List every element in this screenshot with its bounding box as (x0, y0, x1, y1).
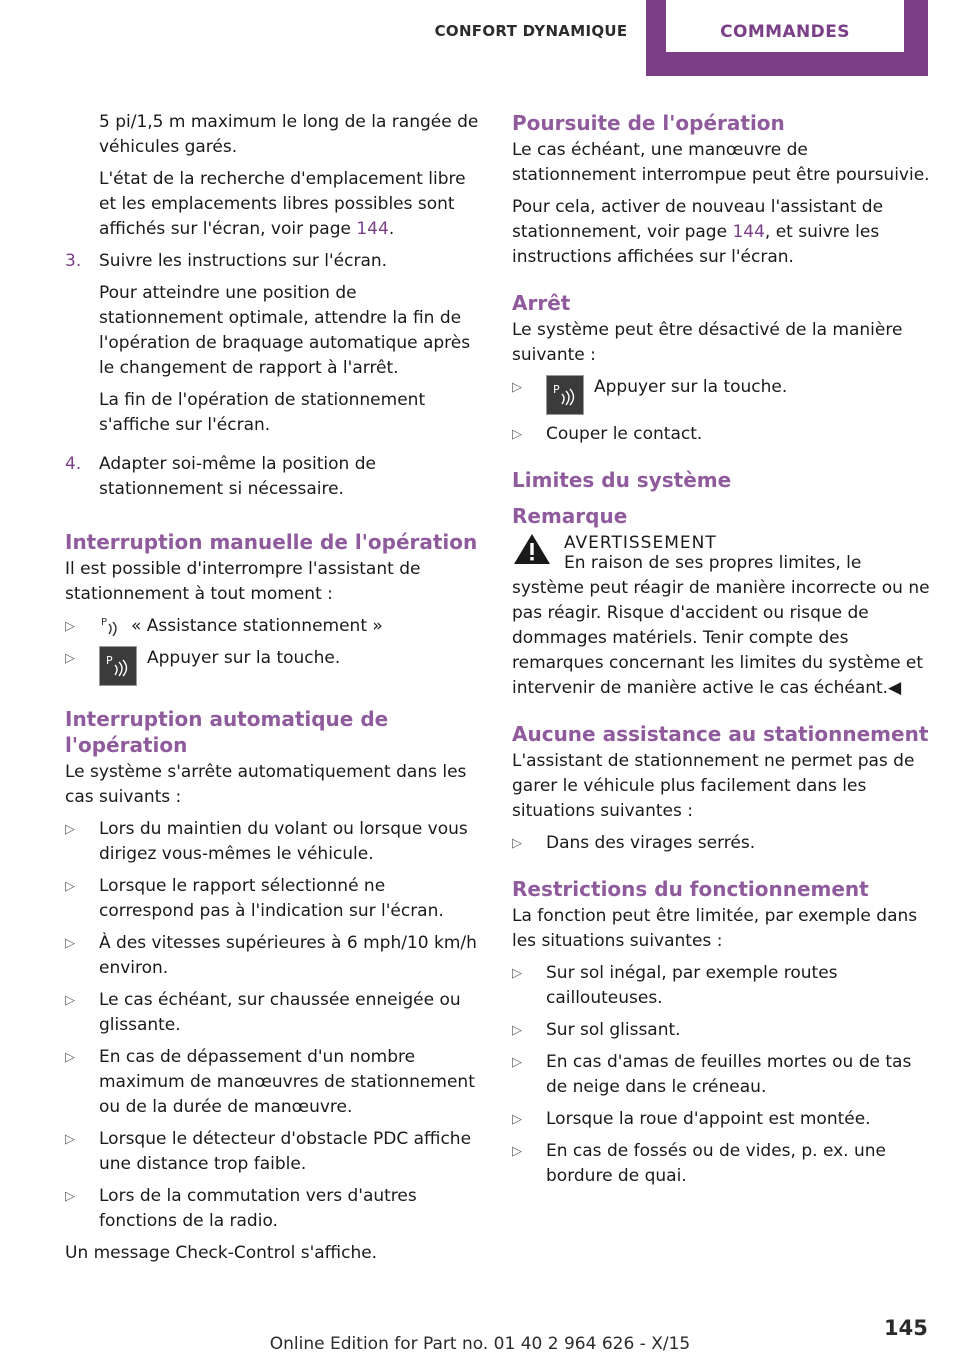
paragraph: L'assistant de stationnement ne permet pas de garer le véhicule plus facilement dans les situations suivantes : (512, 751, 915, 821)
list-item: ▷ Lors de la commutation vers d'autres fonctions de la radio. (65, 1184, 483, 1234)
heading-system-limits: Limites du système (512, 468, 732, 492)
bullet-icon: ▷ (65, 993, 75, 1008)
list-item: ▷ En cas de dépassement d'un nombre maximum de manœuvres de stationnement ou de la durée de manœuvre. (65, 1045, 483, 1120)
bullet-icon: ▷ (65, 1189, 75, 1204)
bullet-list (512, 961, 930, 1189)
bullet-icon: ▷ (512, 380, 522, 395)
left-column (65, 110, 483, 1273)
heading-no-assistance: Aucune assistance au stationnement (512, 722, 929, 746)
header-section-title: CONFORT DYNAMIQUE (434, 22, 628, 40)
list-item: ▷ Lorsque le détecteur d'obstacle PDC affiche une distance trop faible. (65, 1127, 483, 1177)
heading-remark: Remarque (512, 504, 628, 528)
svg-text:P: P (553, 383, 560, 396)
paragraph: Le système s'arrête automatiquement dans les cas suivants : (65, 762, 467, 807)
step-text: Suivre les instructions sur l'écran. (99, 251, 388, 271)
warning-text: En raison de ses propres limites, le système peut réagir de manière incorrecte ou ne pas réagir. Risque d'accident ou risque de dommages matériels. Tenir compte des remarques concernant les limites du système et intervenir de manière active le cas échéant.◀ (512, 553, 930, 698)
bullet-icon: ▷ (65, 822, 75, 837)
list-item: ▷ Le cas échéant, sur chaussée enneigée ou glissante. (65, 988, 483, 1038)
step-3 (65, 249, 483, 445)
page-link[interactable]: 144 (356, 219, 389, 239)
bullet-icon: ▷ (65, 651, 75, 666)
step-4 (65, 452, 483, 509)
step-number: 4. (65, 454, 82, 474)
footer-edition: Online Edition for Part no. 01 40 2 964 626 - X/15 (269, 1334, 691, 1354)
heading-manual-interruption: Interruption manuelle de l'opération (65, 530, 478, 554)
bullet-icon: ▷ (65, 879, 75, 894)
step-text: Adapter soi-même la position de stationnement si nécessaire. (99, 454, 376, 499)
svg-text:P: P (106, 654, 113, 667)
paragraph: Le cas échéant, une manœuvre de stationnement interrompue peut être poursuivie. (512, 140, 930, 185)
bullet-icon: ▷ (512, 966, 522, 981)
right-column (512, 110, 930, 1196)
paragraph: Il est possible d'interrompre l'assistant de stationnement à tout moment : (65, 559, 421, 604)
header-chapter-tab (646, 0, 928, 76)
parking-assist-button-icon (546, 375, 584, 415)
step-text: Pour atteindre une position de stationnement optimale, attendre la fin de l'opération de braquage automatique après le changement de rapport à l'arrêt. (99, 283, 471, 378)
parking-assist-button-icon (99, 646, 137, 686)
bullet-list (65, 817, 483, 1234)
paragraph: Un message Check-Control s'affiche. (65, 1243, 378, 1263)
list-item: ▷ Lorsque la roue d'appoint est montée. (512, 1107, 930, 1132)
bullet-icon: ▷ (512, 1023, 522, 1038)
step-number: 3. (65, 251, 82, 271)
header-chapter-label: COMMANDES (720, 22, 850, 42)
list-item: ▷ Couper le contact. (512, 422, 930, 447)
bullet-icon: ▷ (512, 1144, 522, 1159)
list-item: ▷ Dans des virages serrés. (512, 831, 930, 856)
parking-assist-icon (99, 614, 125, 636)
bullet-icon: ▷ (512, 1112, 522, 1127)
heading-stop: Arrêt (512, 291, 571, 315)
list-item: ▷ P Appuyer sur la touche. (65, 646, 483, 686)
heading-resume: Poursuite de l'opération (512, 111, 785, 135)
list-item: ▷ En cas d'amas de feuilles mortes ou de tas de neige dans le créneau. (512, 1050, 930, 1100)
step-continuation-text-2: L'état de la recherche d'emplacement libre et les emplacements libres possibles sont affichés sur l'écran, voir page 144. (99, 169, 466, 239)
warning-title: AVERTISSEMENT (564, 533, 717, 553)
list-item: ▷ P « Assistance stationnement » (65, 614, 483, 639)
bullet-icon: ▷ (512, 1055, 522, 1070)
paragraph: Pour cela, activer de nouveau l'assistant de stationnement, voir page 144, et suivre les instructions affichées sur l'écran. (512, 197, 884, 267)
paragraph: La fonction peut être limitée, par exemple dans les situations suivantes : (512, 906, 918, 951)
bullet-icon: ▷ (512, 836, 522, 851)
page-number: 145 (884, 1316, 928, 1340)
warning-triangle-icon (512, 531, 552, 567)
list-item: ▷ Lors du maintien du volant ou lorsque vous dirigez vous-mêmes le véhicule. (65, 817, 483, 867)
heading-restrictions: Restrictions du fonctionnement (512, 877, 869, 901)
bullet-icon: ▷ (65, 936, 75, 951)
list-item: ▷ Sur sol inégal, par exemple routes caillouteuses. (512, 961, 930, 1011)
page-link[interactable]: 144 (732, 222, 765, 242)
heading-automatic-interruption: Interruption automatique de l'opération (65, 707, 389, 757)
bullet-icon: ▷ (65, 1050, 75, 1065)
step-continuation-text: 5 pi/1,5 m maximum le long de la rangée de véhicules garés. (99, 112, 479, 157)
bullet-icon: ▷ (65, 619, 75, 634)
list-item: ▷ À des vitesses supérieures à 6 mph/10 km/h environ. (65, 931, 483, 981)
step-text: La fin de l'opération de stationnement s'affiche sur l'écran. (99, 390, 426, 435)
list-item: ▷ Lorsque le rapport sélectionné ne correspond pas à l'indication sur l'écran. (65, 874, 483, 924)
bullet-list (512, 375, 930, 447)
list-item: ▷ En cas de fossés ou de vides, p. ex. une bordure de quai. (512, 1139, 930, 1189)
svg-text:P: P (101, 617, 108, 628)
bullet-icon: ▷ (65, 1132, 75, 1147)
list-item: ▷ Sur sol glissant. (512, 1018, 930, 1043)
bullet-icon: ▷ (512, 427, 522, 442)
list-item: ▷ P Appuyer sur la touche. (512, 375, 930, 415)
bullet-list (512, 831, 930, 856)
paragraph: Le système peut être désactivé de la manière suivante : (512, 320, 903, 365)
bullet-list (65, 614, 483, 686)
